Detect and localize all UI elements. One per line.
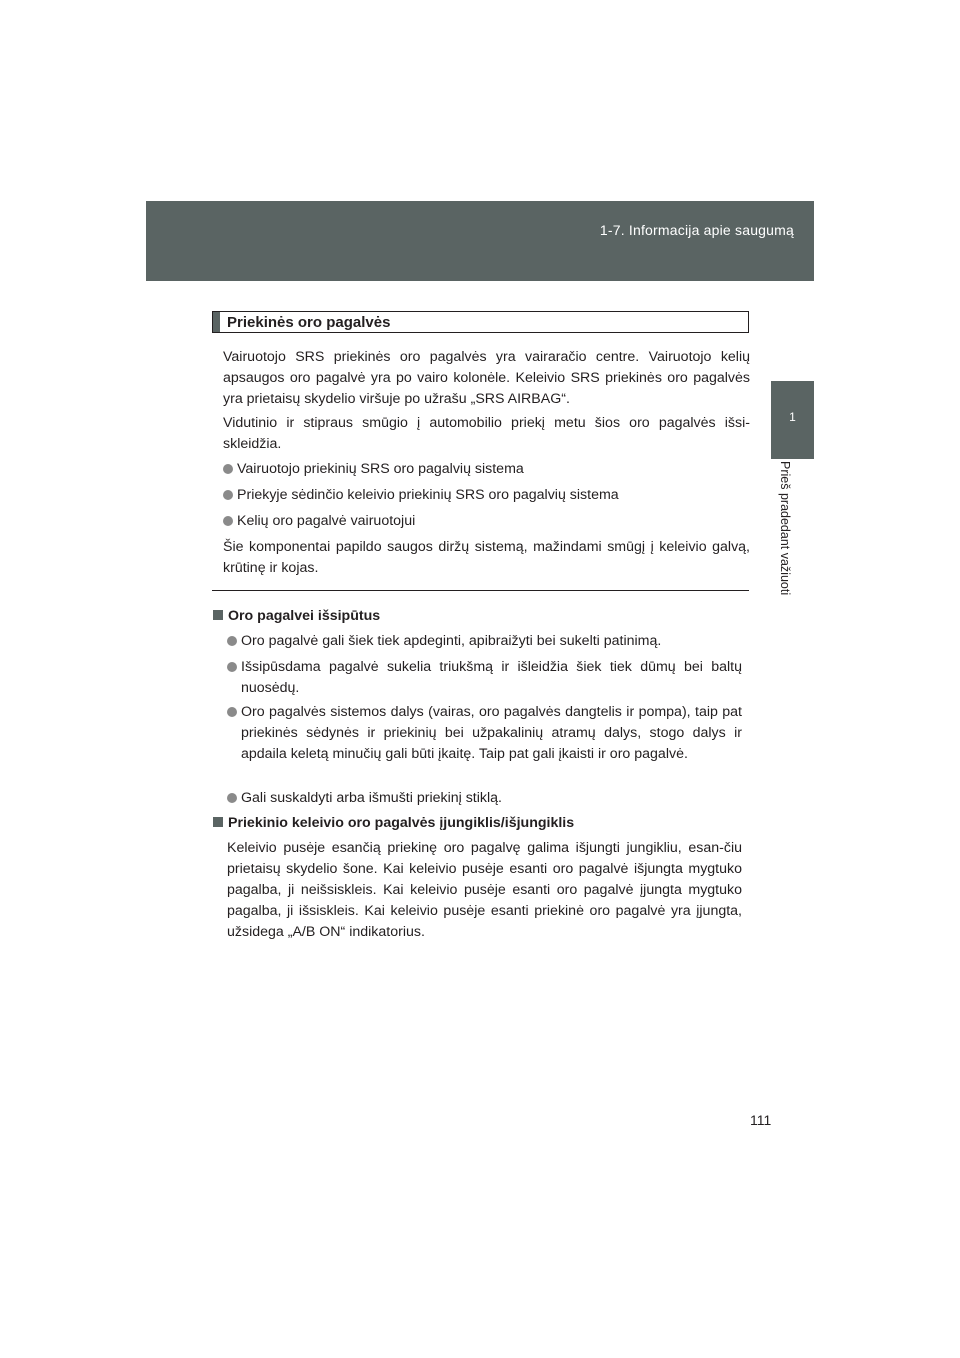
list-item bbox=[227, 631, 742, 652]
list-item-text: Išsipūsdama pagalvė sukelia triukšmą ir išleidžia šiek tiek dūmų bei baltų nuosėdų. bbox=[241, 659, 742, 696]
section-content bbox=[223, 347, 750, 410]
section-heading-box bbox=[212, 311, 749, 333]
bullet-dot-icon bbox=[227, 793, 237, 803]
list-item-text: Kelių oro pagalvė vairuotojui bbox=[237, 513, 416, 529]
list-item-text: Priekyje sėdinčio keleivio priekinių SRS oro pagalvių sistema bbox=[237, 487, 619, 503]
section-heading-bar bbox=[213, 312, 220, 332]
bullet-dot-icon bbox=[223, 516, 233, 526]
square-bullet-icon bbox=[213, 610, 223, 620]
section-bullet-2 bbox=[223, 485, 750, 506]
note-heading-text: Priekinio keleivio oro pagalvės įjungiklis/išjungiklis bbox=[228, 815, 575, 831]
note-1-bullet-4 bbox=[227, 788, 742, 809]
list-item bbox=[227, 788, 742, 809]
list-item-text: Oro pagalvė gali šiek tiek apdeginti, apibraižyti bei sukelti patinimą. bbox=[241, 633, 662, 649]
bullet-dot-icon bbox=[227, 662, 237, 672]
bullet-dot-icon bbox=[223, 490, 233, 500]
list-item-text: Vairuotojo priekinių SRS oro pagalvių sistema bbox=[237, 461, 524, 477]
list-item bbox=[227, 702, 742, 765]
section-bullet-3 bbox=[223, 511, 750, 532]
list-item bbox=[223, 485, 750, 506]
section-paragraph-1: Vairuotojo SRS priekinės oro pagalvės yra vairaračio centre. Vairuotojo kelių apsaugos oro pagalvė yra po vairo kolonėle. Keleivio SRS priekinės oro pagalvės yra prietaisų skydelio viršuje po užrašu „SRS AIRBAG“. bbox=[223, 349, 750, 407]
note-1-bullet-1 bbox=[227, 631, 742, 652]
section-title: Priekinės oro pagalvės bbox=[227, 314, 391, 331]
bullet-dot-icon bbox=[223, 464, 233, 474]
chapter-header bbox=[146, 201, 814, 281]
bullet-dot-icon bbox=[227, 636, 237, 646]
list-item-text: Oro pagalvės sistemos dalys (vairas, oro pagalvės dangtelis ir pompa), taip pat priekinės sėdynės ir priekinių bei užpakalinių atramų dalys, stogo dalys ir apdaila keletą minučių gali būti įkaitę. Taip pat gali įkaisti ir oro pagalvė. bbox=[241, 704, 742, 762]
list-item bbox=[223, 459, 750, 480]
section-bullet-1 bbox=[223, 459, 750, 480]
note-heading-2 bbox=[213, 813, 574, 834]
section-content-3 bbox=[223, 537, 750, 579]
list-item bbox=[227, 657, 742, 699]
section-content-2 bbox=[223, 413, 750, 455]
square-bullet-icon bbox=[213, 817, 223, 827]
chapter-tab bbox=[771, 381, 814, 459]
chapter-label: Prieš pradedant važiuoti bbox=[778, 461, 792, 596]
note-2-paragraph: Keleivio pusėje esančią priekinę oro pagalvę galima išjungti jungikliu, esan-čiu prietaisų skydelio šone. Kai keleivio pusėje esanti oro pagalvė išjungta mygtuko pagalba, ji neišsiskleis. Kai keleivio pusėje esanti oro pagalvė įjungta mygtuko pagalba, ji išsiskleis. Kai keleivio pusėje esanti priekinė oro pagalvė yra įjungta, užsidega „A/B ON“ indikatorius. bbox=[227, 840, 742, 940]
note-2-text bbox=[227, 838, 742, 943]
note-1-bullet-3 bbox=[227, 702, 742, 765]
chapter-label-area bbox=[771, 459, 814, 629]
note-heading-1 bbox=[213, 606, 380, 627]
section-paragraph-3: Šie komponentai papildo saugos diržų sistemą, mažindami smūgį į keleivio galvą, krūtinę ir kojas. bbox=[223, 539, 750, 576]
section-paragraph-2: Vidutinio ir stipraus smūgio į automobilio priekį metu šios oro pagalvės išsi-skleidžia. bbox=[223, 415, 750, 452]
list-item bbox=[223, 511, 750, 532]
bullet-dot-icon bbox=[227, 707, 237, 717]
chapter-section-title: 1-7. Informacija apie saugumą bbox=[599, 222, 794, 238]
note-1-bullet-2 bbox=[227, 657, 742, 699]
section-divider bbox=[212, 590, 749, 591]
page-number: 111 bbox=[750, 1112, 772, 1128]
list-item-text: Gali suskaldyti arba išmušti priekinį stiklą. bbox=[241, 790, 502, 806]
chapter-number: 1 bbox=[789, 410, 796, 424]
note-heading-text: Oro pagalvei išsipūtus bbox=[228, 608, 381, 624]
